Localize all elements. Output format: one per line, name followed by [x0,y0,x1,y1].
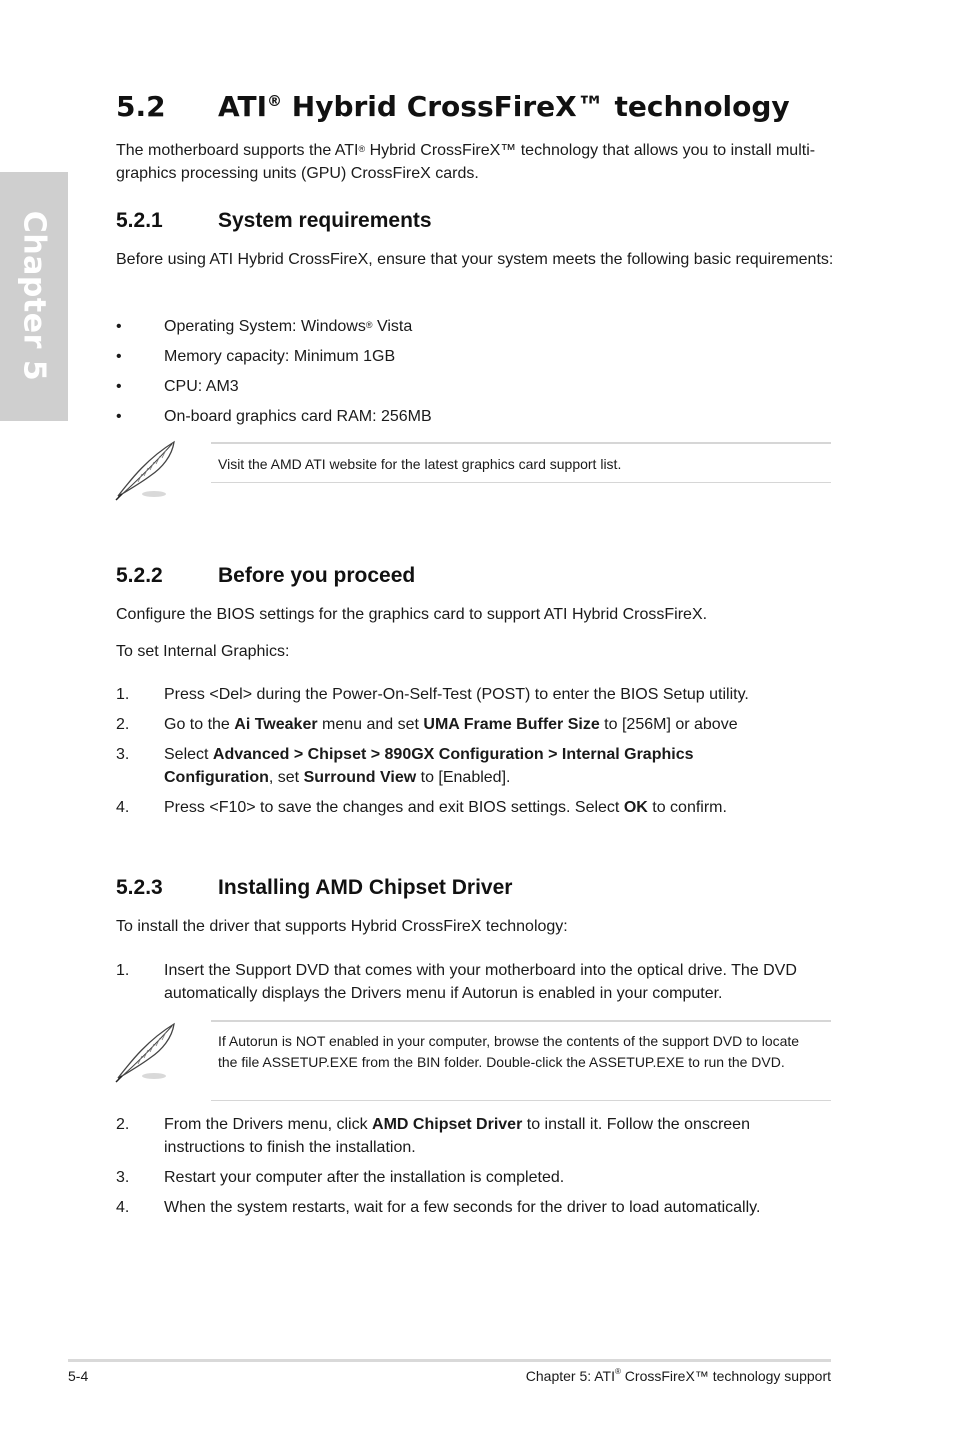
step-number: 4. [116,1199,130,1216]
feather-pen-icon [112,1018,182,1084]
subsection-title-1-text: System requirements [218,209,432,232]
step-number: 2. [116,716,130,733]
step-bold: Advanced > Chipset > 890GX Configuration > Internal Graphics Configuration [164,746,694,786]
step-text: Press <F10> to save the changes and exit BIOS settings. Select [164,799,624,816]
step-number: 2. [116,1116,130,1133]
page-number: 5-4 [68,1368,89,1384]
section-title-sup: ® [267,92,283,110]
section-intro-sup: ® [358,144,366,154]
step-text: Go to the [164,716,235,733]
subsection-title-3-text: Installing AMD Chipset Driver [218,876,513,899]
section-intro-a: The motherboard supports the ATI [116,142,359,159]
subsection-title-1 [116,209,432,233]
step-bold: Ai Tweaker [234,716,318,733]
step-number: 3. [116,1169,130,1186]
s3-intro: To install the driver that supports Hybrid CrossFireX technology: [116,918,568,935]
bullet: • [116,378,122,395]
footer-chapter-a: Chapter 5: ATI [525,1368,615,1384]
req3: CPU: AM3 [164,378,239,395]
section-intro [116,139,836,185]
footer-rule [68,1359,831,1362]
s2-sub: To set Internal Graphics: [116,643,290,660]
step-text: to [256M] or above [599,716,738,733]
step-text: , set [268,769,304,786]
subsection-title-2 [116,564,415,588]
chapter-side-tab-label: Chapter 5 [16,210,52,382]
s2-intro: Configure the BIOS settings for the graphics card to support ATI Hybrid CrossFireX. [116,606,708,623]
req1-sup: ® [365,320,373,330]
req2: Memory capacity: Minimum 1GB [164,348,396,365]
req1-b: Vista [372,318,413,335]
bullet: • [116,318,122,335]
note-box [211,1020,831,1101]
bullet: • [116,408,122,425]
step-text: to confirm. [647,799,727,816]
step-text: to [Enabled]. [416,769,511,786]
step-number: 4. [116,799,130,816]
chapter-side-tab [0,172,68,421]
feather-pen-icon [112,436,182,502]
step-bold: OK [623,799,648,816]
step-text: From the Drivers menu, click [164,1116,373,1133]
step-text: menu and set [317,716,424,733]
step-text: Insert the Support DVD that comes with your motherboard into the optical drive. The DVD automatically displays the Drivers menu if Autorun is enabled in your computer. [164,962,797,1002]
section-title-b: Hybrid CrossFireX™ technology [282,90,790,123]
step-text: Select [164,746,213,763]
section-number: 5.2 [116,90,166,123]
step-text: Press <Del> during the Power-On-Self-Test (POST) to enter the BIOS Setup utility. [164,686,749,703]
note-text: Visit the AMD ATI website for the latest graphics card support list. [218,456,622,472]
step-number: 3. [116,746,130,763]
subsection-number-2: 5.2.2 [116,564,163,587]
footer-chapter-title [526,1368,831,1384]
req1-a: Operating System: Windows [164,318,366,335]
footer-chapter-b: CrossFireX™ technology support [620,1368,831,1384]
req4: On-board graphics card RAM: 256MB [164,408,432,425]
subsection-number-1: 5.2.1 [116,209,163,232]
step-bold: UMA Frame Buffer Size [423,716,600,733]
footer-chapter-sup: ® [615,1367,621,1376]
step-text: to install it. Follow the onscreen instructions to finish the installation. [164,1116,750,1156]
subsection-title-2-text: Before you proceed [218,564,416,587]
s1-intro: Before using ATI Hybrid CrossFireX, ensure that your system meets the following basic requirements: [116,251,834,268]
section-title-a: ATI [218,90,268,123]
note-text: If Autorun is NOT enabled in your computer, browse the contents of the support DVD to locate the file ASSETUP.EXE from the BIN folder. Double-click the ASSETUP.EXE to run the DVD. [218,1033,800,1070]
section-title [116,90,790,123]
step-bold: AMD Chipset Driver [372,1116,523,1133]
subsection-title-3 [116,876,512,900]
step-bold: Surround View [303,769,417,786]
section-intro-b: Hybrid CrossFireX™ technology that allows you to install multi-graphics processing units (GPU) CrossFireX cards. [116,142,816,182]
bullet: • [116,348,122,365]
step-number: 1. [116,686,130,703]
step-number: 1. [116,962,130,979]
note-box [211,442,831,483]
step-text: Restart your computer after the installation is completed. [164,1169,565,1186]
subsection-number-3: 5.2.3 [116,876,163,899]
step-text: When the system restarts, wait for a few seconds for the driver to load automatically. [164,1199,761,1216]
